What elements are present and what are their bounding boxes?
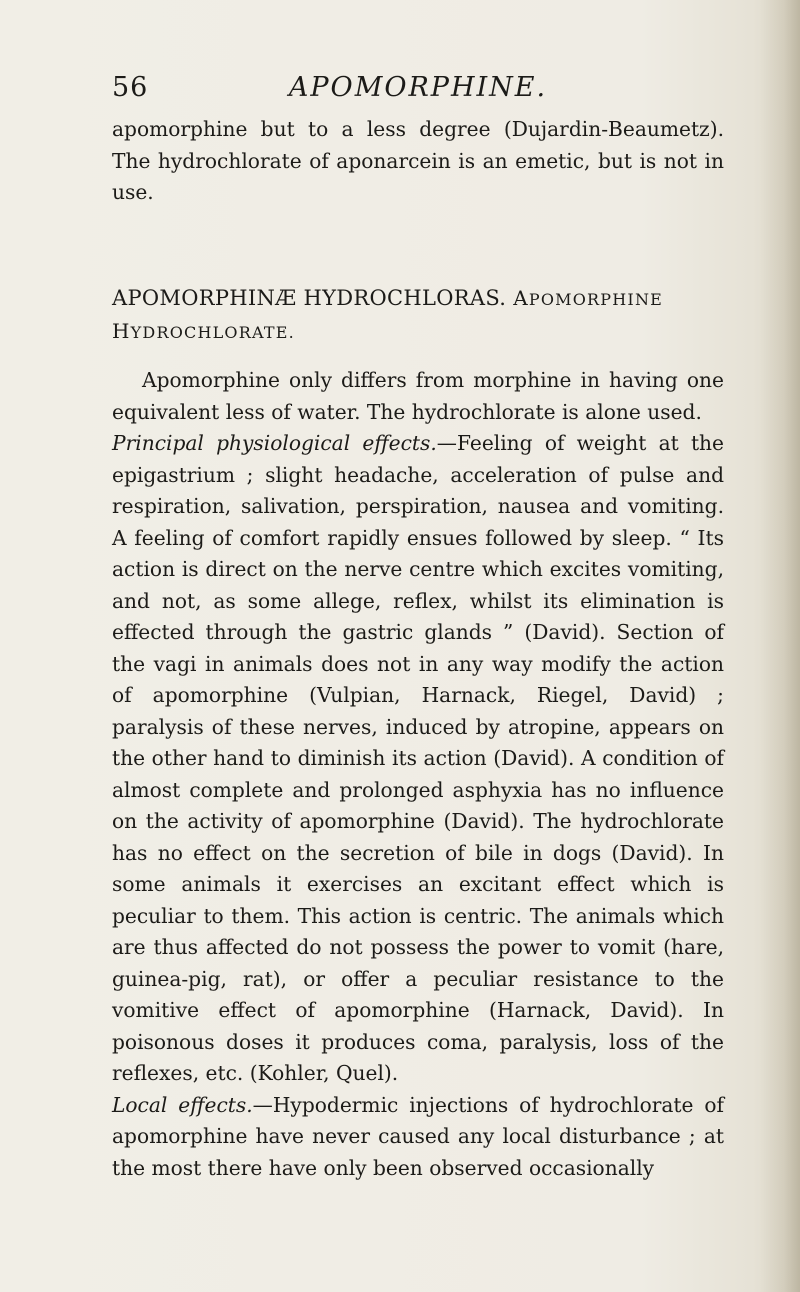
- local-effects-text: —Hypodermic injections of hydrochlorate of apomorphine have never caused any local disturbance ; at the most there have only been observed occasionally: [112, 1092, 724, 1180]
- section-body: [112, 365, 724, 1184]
- page-edge-shadow: [760, 0, 800, 1292]
- subheading-physiological-effects: Principal physiological effects.: [112, 431, 437, 455]
- subheading-local-effects: Local effects.: [112, 1092, 253, 1117]
- paragraph-continuation: [112, 114, 724, 209]
- intro-sentence: Apomorphine only differs from morphine in having one equivalent less of water. The hydrochlorate is alone used.: [112, 368, 724, 424]
- section-heading: [112, 283, 724, 348]
- paragraph-text: apomorphine but to a less degree (Dujardin-Beaumetz). The hydrochlorate of aponarcein is an emetic, but is not in use.: [112, 117, 724, 204]
- paragraph-text: [112, 365, 724, 1184]
- heading-english-title: APOMORPHINE HYDROCHLORATE.: [112, 286, 664, 343]
- page-header: [112, 72, 724, 112]
- heading-latin-title: APOMORPHINÆ HYDROCHLORAS.: [112, 286, 507, 310]
- page-number: 56: [112, 72, 149, 103]
- running-title: APOMORPHINE.: [288, 72, 548, 103]
- physiological-effects-text: —Feeling of weight at the epigastrium ; slight headache, acceleration of pulse and respiration, salivation, perspiration, nausea and vomiting. A feeling of comfort rapidly ensues followed by sleep. “ Its action is direct on the nerve centre which excites vomiting, and not, as some allege, reflex, whilst its elimination is effected through the gastric glands ” (David). Section of the vagi in animals does not in any way modify the action of apomorphine (Vulpian, Harnack, Riegel, David) ; paralysis of these nerves, induced by atropine, appears on the other hand to diminish its action (David). A condition of almost complete and prolonged asphyxia has no influence on the activity of apomorphine (David). The hydrochlorate has no effect on the secretion of bile in dogs (David). In some animals it exercises an excitant effect which is peculiar to them. This action is centric. The animals which are thus affected do not possess the power to vomit (hare, guinea-pig, rat), or offer a peculiar resistance to the vomitive effect of apomorphine (Harnack, David). In poisonous doses it produces coma, paralysis, loss of the reflexes, etc. (Kohler, Quel).: [112, 431, 725, 1085]
